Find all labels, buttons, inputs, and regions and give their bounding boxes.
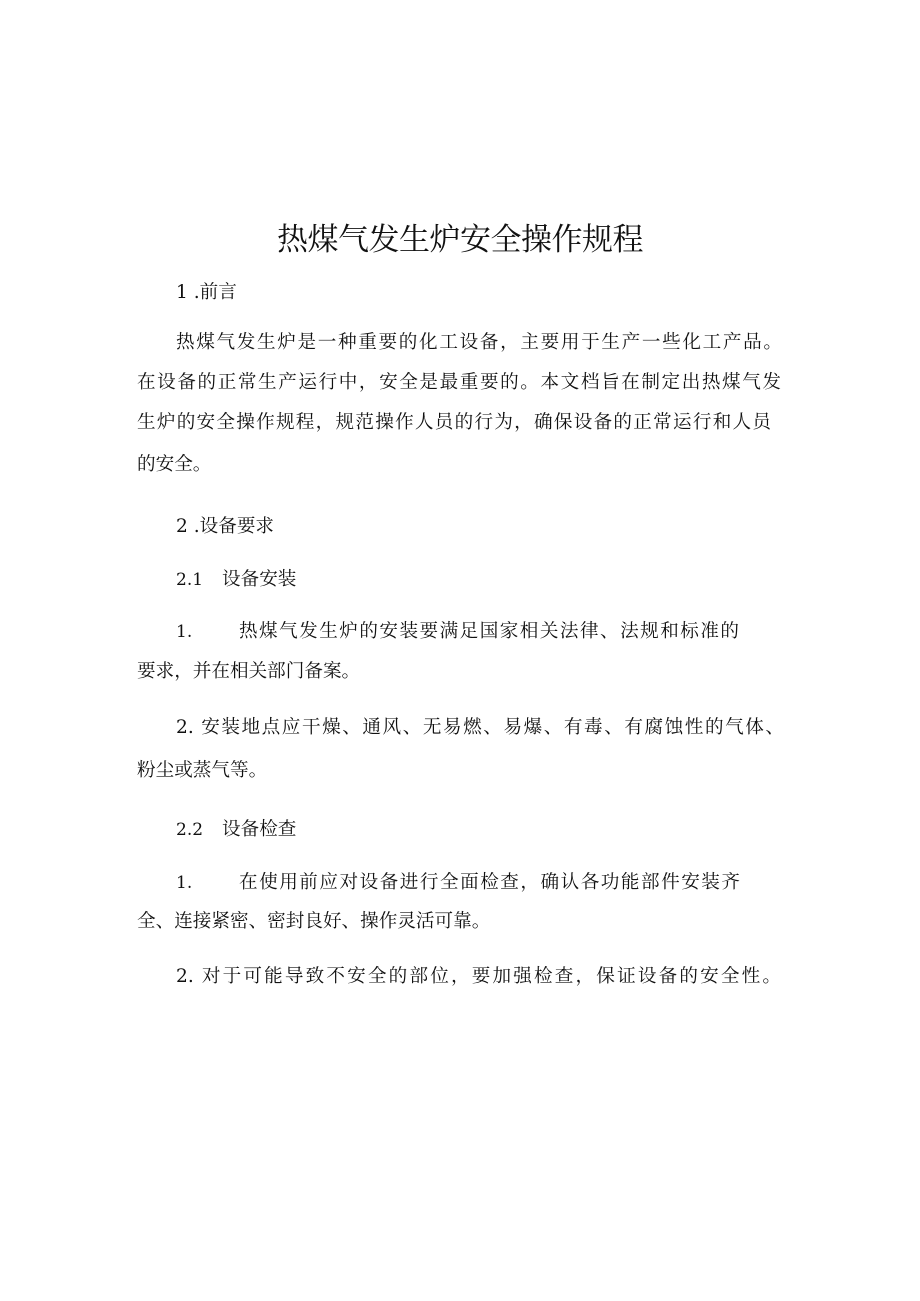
section-1-heading: 1 .前言: [176, 282, 237, 303]
paragraph-line: 生炉的安全操作规程，规范操作人员的行为，确保设备的正常运行和人员: [137, 412, 771, 433]
list-item-number: 1.: [176, 873, 193, 893]
subsection-2-1-number: 2.1: [176, 570, 204, 590]
list-item-line: 粉尘或蒸气等。: [137, 760, 268, 781]
document-title: 热煤气发生炉安全操作规程: [277, 222, 643, 258]
list-item-line: 要求，并在相关部门备案。: [137, 661, 361, 682]
paragraph-line: 在设备的正常生产运行中，安全是最重要的。本文档旨在制定出热煤气发: [137, 372, 781, 393]
subsection-2-2-title: 设备检查: [222, 819, 297, 840]
list-item-line: 热煤气发生炉的安装要满足国家相关法律、法规和标准的: [239, 621, 739, 642]
list-item-line: 在使用前应对设备进行全面检查，确认各功能部件安装齐: [239, 872, 740, 893]
subsection-2-2-number: 2.2: [176, 820, 204, 840]
list-item-line: 全、连接紧密、密封良好、操作灵活可靠。: [137, 911, 491, 932]
list-item-line: 2. 对于可能导致不安全的部位，要加强检查，保证设备的安全性。: [176, 966, 781, 987]
list-item-number: 1.: [176, 622, 193, 642]
paragraph-line: 的安全。: [137, 454, 212, 475]
section-2-heading: 2 .设备要求: [176, 516, 275, 537]
subsection-2-1-title: 设备安装: [222, 569, 297, 590]
paragraph-line: 热煤气发生炉是一种重要的化工设备，主要用于生产一些化工产品。: [176, 332, 782, 353]
list-item-line: 2. 安装地点应干燥、通风、无易燃、易爆、有毒、有腐蚀性的气体、: [176, 717, 784, 738]
